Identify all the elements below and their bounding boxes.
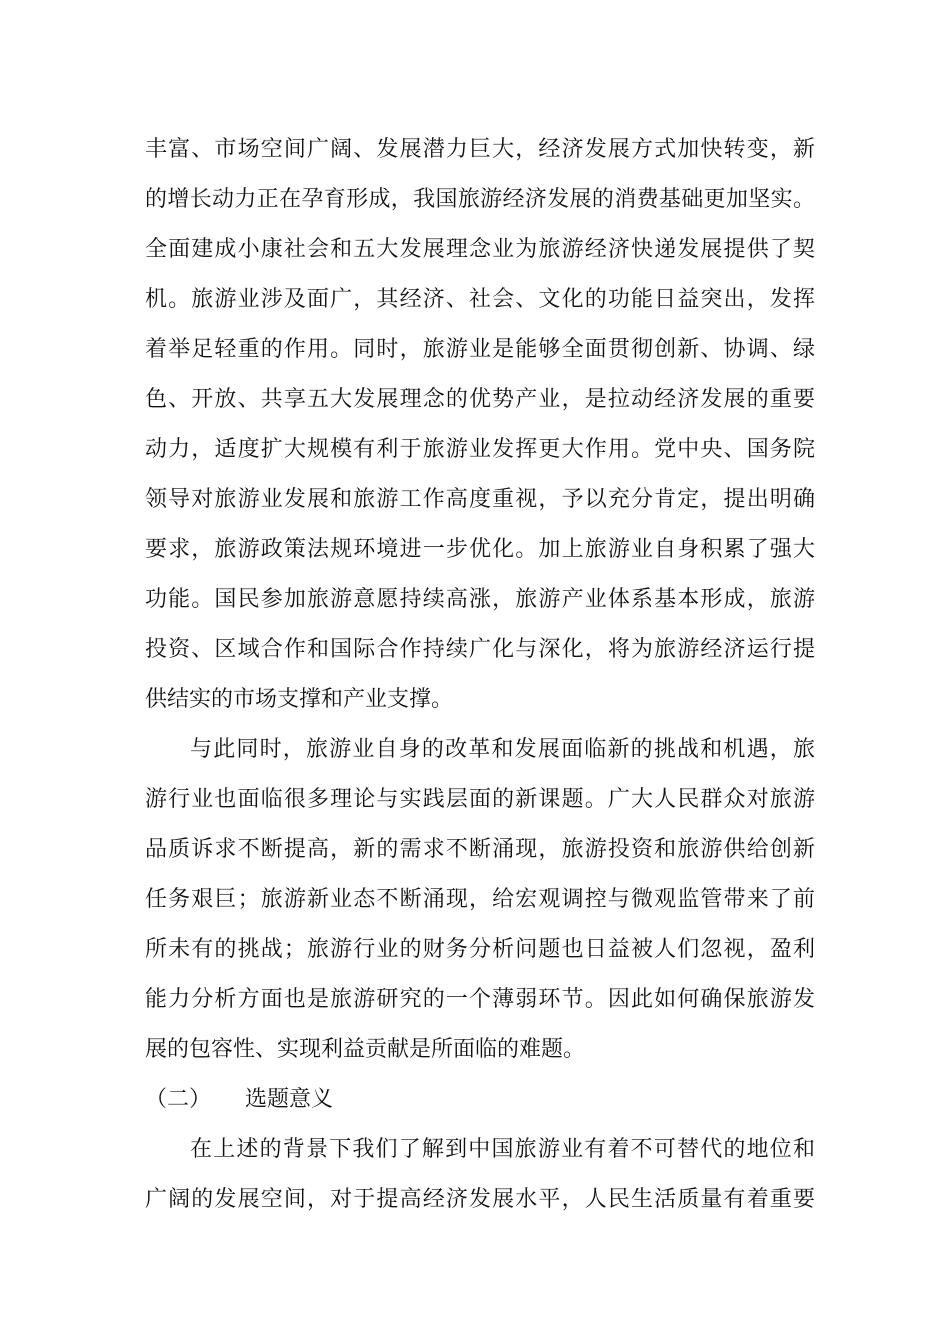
paragraph-2-line-1: 与此同时，旅游业自身的改革和发展面临新的挑战和机遇，旅 bbox=[190, 737, 815, 762]
paragraph-2-line-7: 展的包容性、实现利益贡献是所面临的难题。 bbox=[145, 1037, 586, 1062]
section-title: 选题意义 bbox=[245, 1087, 334, 1112]
paragraph-1-line-1: 丰富、市场空间广阔、发展潜力巨大，经济发展方式加快转变，新 bbox=[145, 137, 815, 162]
paragraph-1-line-4: 机。旅游业涉及面广，其经济、社会、文化的功能日益突出，发挥 bbox=[145, 287, 815, 312]
paragraph-1-line-8: 领导对旅游业发展和旅游工作高度重视，予以充分肯定，提出明确 bbox=[145, 487, 815, 512]
section-number: （二） bbox=[145, 1087, 212, 1112]
paragraph-2-line-5: 所未有的挑战；旅游行业的财务分析问题也日益被人们忽视，盈利 bbox=[145, 937, 815, 962]
paragraph-3-line-1: 在上述的背景下我们了解到中国旅游业有着不可替代的地位和 bbox=[190, 1137, 815, 1162]
paragraph-2-line-3: 品质诉求不断提高，新的需求不断涌现，旅游投资和旅游供给创新 bbox=[145, 837, 815, 862]
paragraph-1-line-11: 投资、区域合作和国际合作持续广化与深化，将为旅游经济运行提 bbox=[145, 637, 815, 662]
paragraph-3-line-2: 广阔的发展空间，对于提高经济发展水平，人民生活质量有着重要 bbox=[145, 1187, 815, 1212]
paragraph-1-line-6: 色、开放、共享五大发展理念的优势产业，是拉动经济发展的重要 bbox=[145, 387, 815, 412]
paragraph-1-line-7: 动力，适度扩大规模有利于旅游业发挥更大作用。党中央、国务院 bbox=[145, 437, 815, 462]
paragraph-2-line-6: 能力分析方面也是旅游研究的一个薄弱环节。因此如何确保旅游发 bbox=[145, 987, 815, 1012]
paragraph-1-line-10: 功能。国民参加旅游意愿持续高涨，旅游产业体系基本形成，旅游 bbox=[145, 587, 815, 612]
paragraph-1-line-9: 要求，旅游政策法规环境进一步优化。加上旅游业自身积累了强大 bbox=[145, 537, 815, 562]
paragraph-1-line-3: 全面建成小康社会和五大发展理念业为旅游经济快递发展提供了契 bbox=[145, 237, 815, 262]
paragraph-1-line-12: 供结实的市场支撑和产业支撑。 bbox=[145, 687, 454, 712]
paragraph-1-line-2: 的增长动力正在孕育形成，我国旅游经济发展的消费基础更加坚实。 bbox=[145, 187, 815, 212]
paragraph-2-line-2: 游行业也面临很多理论与实践层面的新课题。广大人民群众对旅游 bbox=[145, 787, 815, 812]
paragraph-2-line-4: 任务艰巨；旅游新业态不断涌现，给宏观调控与微观监管带来了前 bbox=[145, 887, 815, 912]
paragraph-1-line-5: 着举足轻重的作用。同时，旅游业是能够全面贯彻创新、协调、绿 bbox=[145, 337, 815, 362]
